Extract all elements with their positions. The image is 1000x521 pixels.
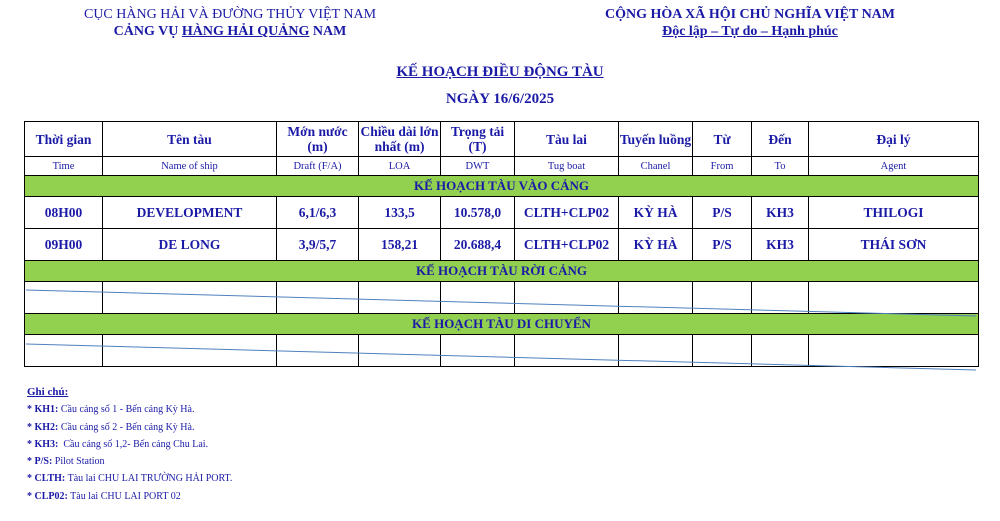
document-date: NGÀY 16/6/2025: [445, 91, 555, 107]
cell-agent: THÁI SƠN: [809, 229, 979, 261]
note-item: * P/S: Pilot Station: [27, 456, 105, 468]
departure-empty-strike: [26, 290, 976, 316]
col-subheader: From: [693, 157, 752, 176]
cell-loa: 133,5: [359, 197, 441, 229]
cell-time: 08H00: [25, 197, 103, 229]
section-shifting-label: KẾ HOẠCH TÀU DI CHUYỂN: [25, 314, 979, 335]
note-item: * KH2: Cầu cảng số 2 - Bến cảng Kỳ Hà.: [27, 421, 195, 433]
col-subheader: LOA: [359, 157, 441, 176]
col-header-from: Từ: [693, 122, 752, 157]
col-header-dwt: Trọng tải (T): [441, 122, 515, 157]
national-motto: Độc lập – Tự do – Hạnh phúc: [662, 24, 838, 39]
cell-channel: KỲ HÀ: [619, 197, 693, 229]
section-departure-label: KẾ HOẠCH TÀU RỜI CẢNG: [25, 261, 979, 282]
cell-tug: CLTH+CLP02: [515, 229, 619, 261]
document-title: KẾ HOẠCH ĐIỀU ĐỘNG TÀU: [396, 64, 604, 80]
cell-agent: THILOGI: [809, 197, 979, 229]
cell-draft: 3,9/5,7: [277, 229, 359, 261]
col-subheader: Tug boat: [515, 157, 619, 176]
cell-ship-name: DE LONG: [103, 229, 277, 261]
col-header-ship-name: Tên tàu: [103, 122, 277, 157]
note-item: * KH3: Cầu cảng số 1,2- Bến cảng Chu Lai.: [27, 438, 209, 450]
section-arrival-label: KẾ HOẠCH TÀU VÀO CẢNG: [25, 176, 979, 197]
cell-draft: 6,1/6,3: [277, 197, 359, 229]
notes-section: [27, 384, 232, 505]
col-header-time: Thời gian: [25, 122, 103, 157]
col-subheader: Agent: [809, 157, 979, 176]
agency-name: CỤC HÀNG HẢI VÀ ĐƯỜNG THỦY VIỆT NAM: [83, 7, 377, 22]
col-subheader: Chanel: [619, 157, 693, 176]
col-header-to: Đến: [752, 122, 809, 157]
cell-channel: KỲ HÀ: [619, 229, 693, 261]
cell-dwt: 20.688,4: [441, 229, 515, 261]
col-subheader: Draft (F/A): [277, 157, 359, 176]
cell-from: P/S: [693, 197, 752, 229]
cell-to: KH3: [752, 229, 809, 261]
shifting-empty-strike: [26, 344, 976, 370]
col-subheader: Time: [25, 157, 103, 176]
cell-to: KH3: [752, 197, 809, 229]
note-item: * CLTH: Tàu lai CHU LAI TRƯỜNG HẢI PORT.: [27, 473, 233, 485]
notes-title: Ghi chú:: [27, 386, 69, 398]
col-header-channel: Tuyến luồng: [619, 122, 693, 157]
col-header-agent: Đại lý: [809, 122, 979, 157]
col-header-loa: Chiều dài lớn nhất (m): [359, 122, 441, 157]
note-item: * CLP02: Tàu lai CHU LAI PORT 02: [27, 490, 181, 502]
cell-loa: 158,21: [359, 229, 441, 261]
country-name: CỘNG HÒA XÃ HỘI CHỦ NGHĨA VIỆT NAM: [604, 7, 895, 22]
port-authority-name: CẢNG VỤ HÀNG HẢI QUẢNG NAM: [113, 24, 347, 39]
cell-ship-name: DEVELOPMENT: [103, 197, 277, 229]
note-item: * KH1: Cầu cảng số 1 - Bến cảng Kỳ Hà.: [27, 404, 195, 416]
cell-tug: CLTH+CLP02: [515, 197, 619, 229]
col-subheader: DWT: [441, 157, 515, 176]
col-subheader: Name of ship: [103, 157, 277, 176]
col-header-tug: Tàu lai: [515, 122, 619, 157]
col-subheader: To: [752, 157, 809, 176]
cell-time: 09H00: [25, 229, 103, 261]
cell-from: P/S: [693, 229, 752, 261]
cell-dwt: 10.578,0: [441, 197, 515, 229]
col-header-draft: Mớn nước (m): [277, 122, 359, 157]
